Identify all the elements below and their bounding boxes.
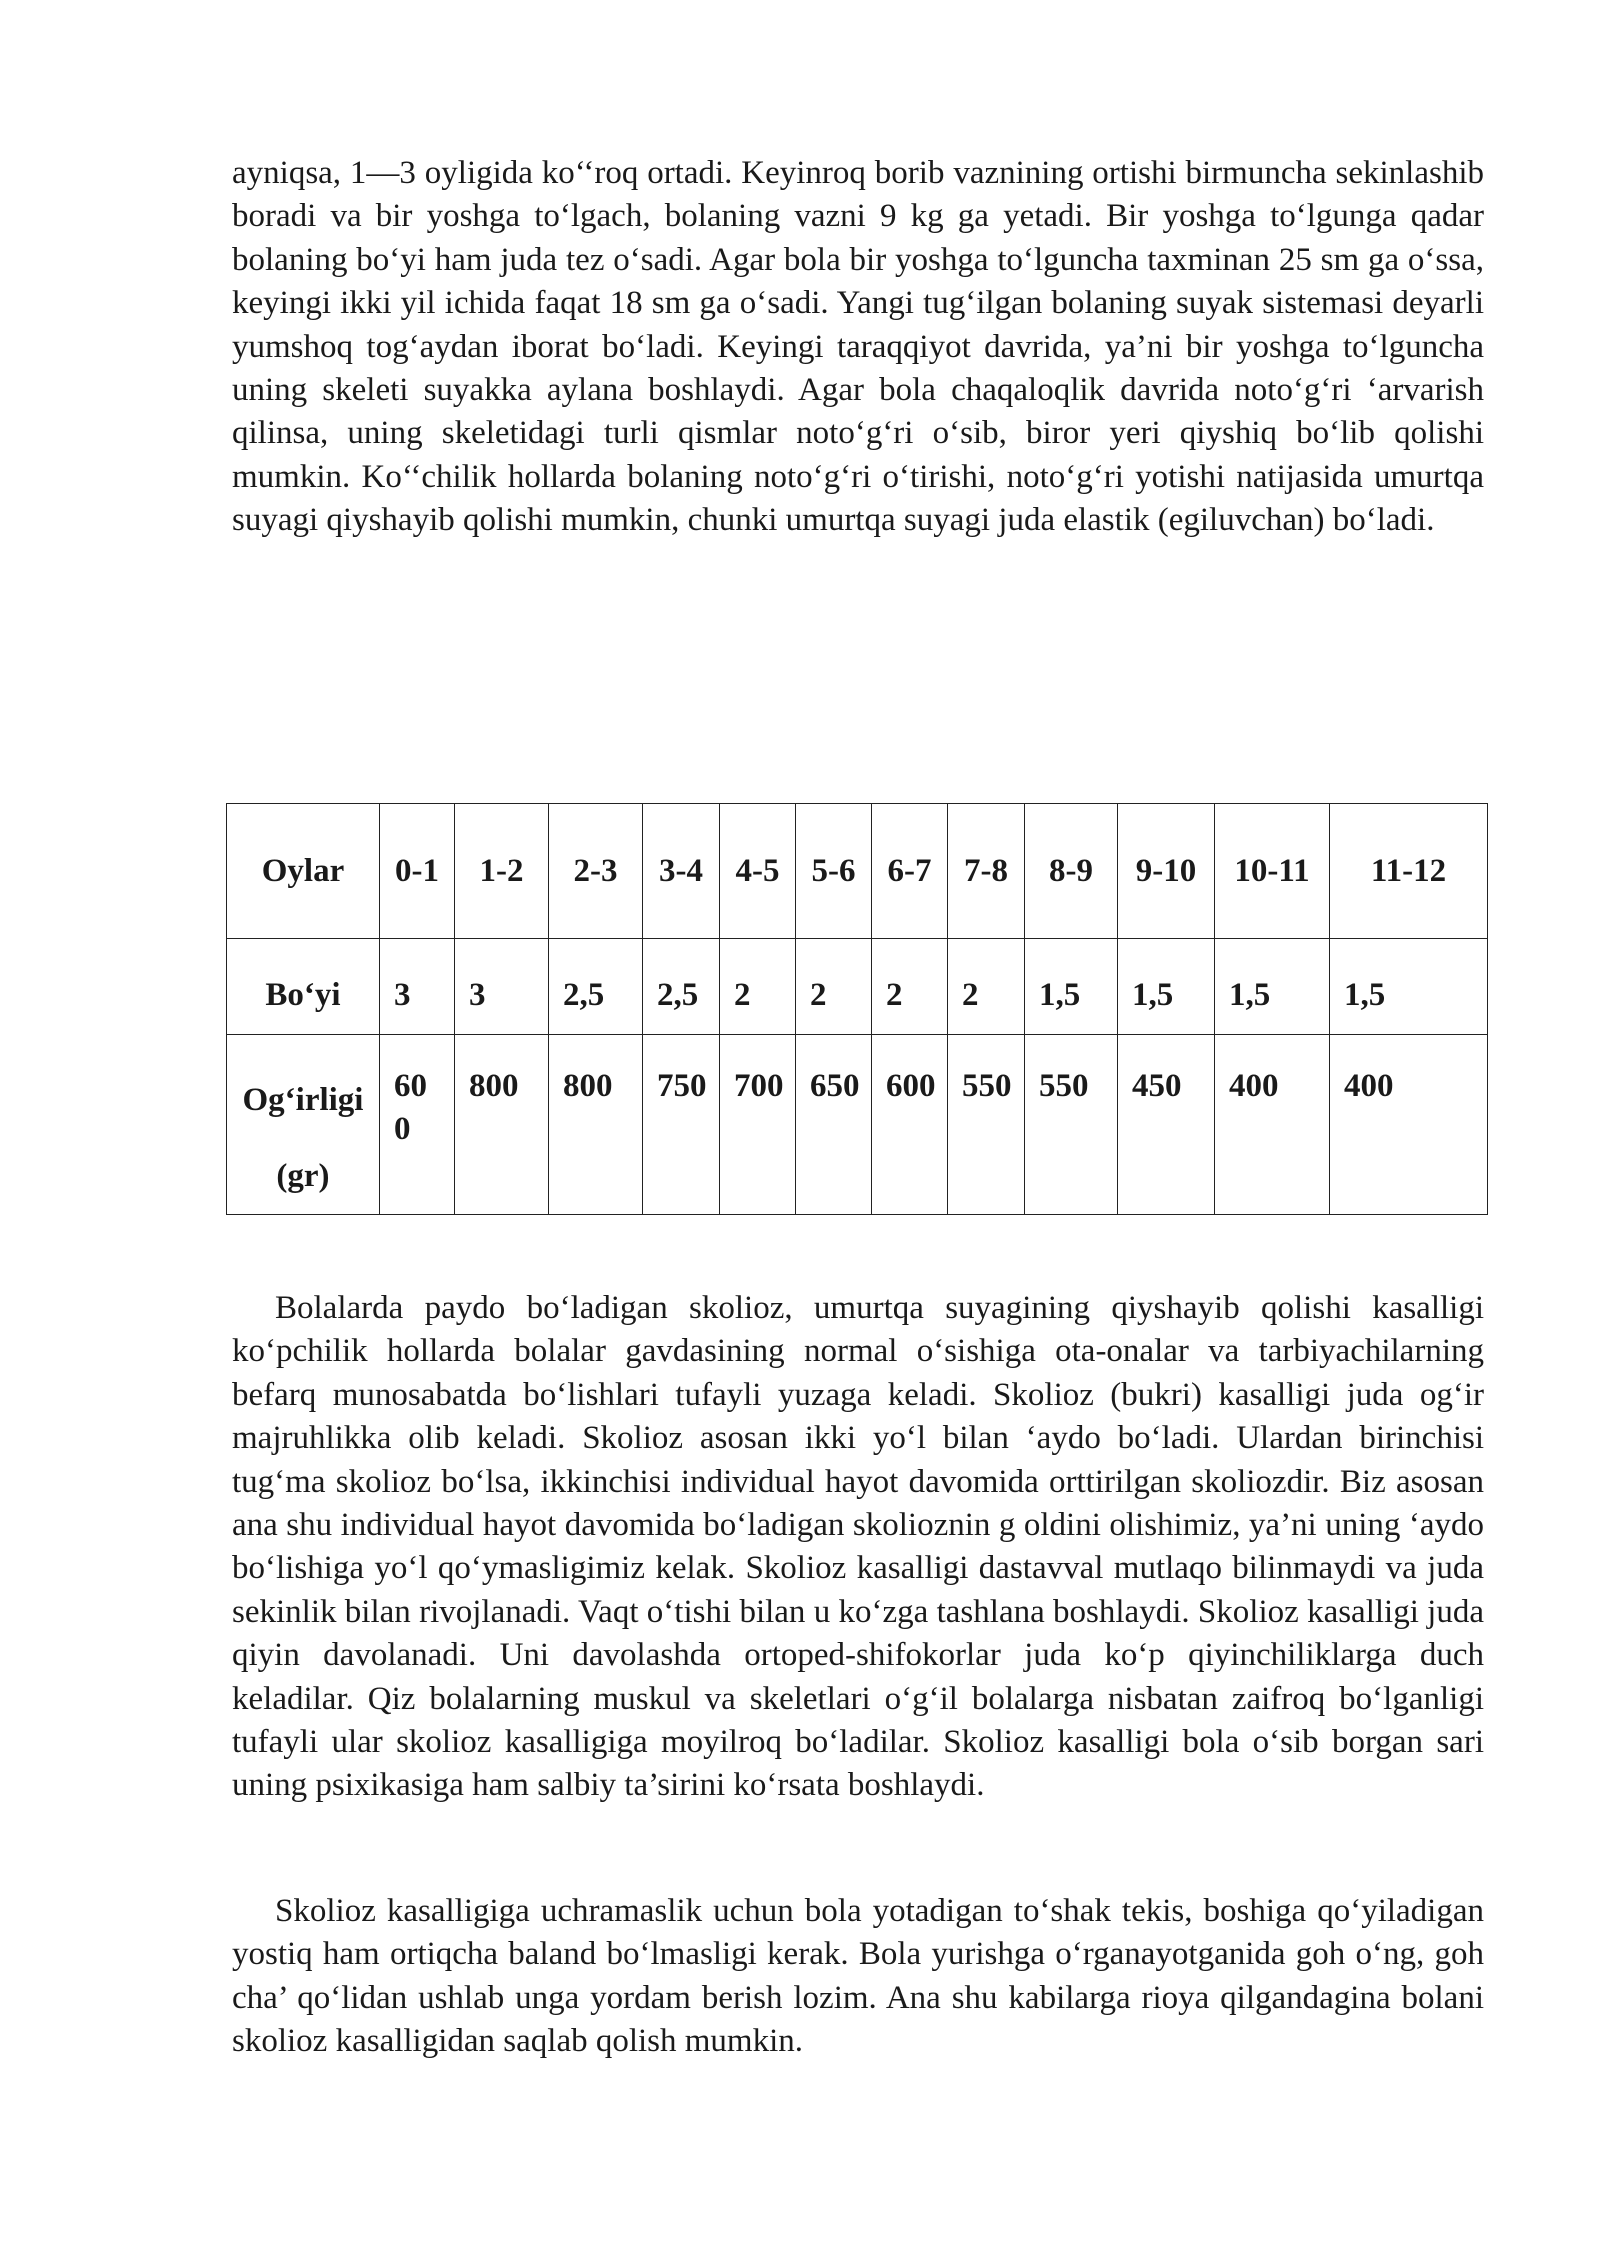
month-cell: 4-5 <box>720 804 796 939</box>
month-cell: 7-8 <box>948 804 1025 939</box>
weight-cell: 650 <box>796 1035 872 1215</box>
month-cell: 11-12 <box>1330 804 1488 939</box>
month-cell: 1-2 <box>455 804 549 939</box>
height-cell: 2 <box>720 939 796 1035</box>
height-cell: 1,5 <box>1025 939 1118 1035</box>
month-cell: 3-4 <box>643 804 720 939</box>
month-cell: 10-11 <box>1215 804 1330 939</box>
height-header: Bo‘yi <box>227 939 380 1035</box>
weight-cell: 800 <box>455 1035 549 1215</box>
month-cell: 2-3 <box>549 804 643 939</box>
weight-cell: 700 <box>720 1035 796 1215</box>
height-cell: 2,5 <box>643 939 720 1035</box>
height-cell: 2,5 <box>549 939 643 1035</box>
month-cell: 6-7 <box>872 804 948 939</box>
months-header: Oylar <box>227 804 380 939</box>
height-cell: 1,5 <box>1118 939 1215 1035</box>
weight-cell <box>380 1035 455 1215</box>
table-row-months <box>227 804 1488 939</box>
weight-cell: 450 <box>1118 1035 1215 1215</box>
height-cell: 1,5 <box>1330 939 1488 1035</box>
height-cell: 2 <box>796 939 872 1035</box>
weight-cell: 550 <box>1025 1035 1118 1215</box>
month-cell: 5-6 <box>796 804 872 939</box>
paragraph-intro: ayniqsa, 1—3 oyligida ko‘‘roq ortadi. Keyinroq borib vaznining ortishi birmuncha sekinlashib boradi va bir yoshga to‘lgach, bolaning vazni 9 kg ga yetadi. Bir yoshga to‘lgunga qadar bolaning bo‘yi ham juda tez o‘sadi. Agar bola bir yoshga to‘lguncha taxminan 25 sm ga o‘ssa, keyingi ikki yil ichida faqat 18 sm ga o‘sadi. Yangi tug‘ilgan bolaning suyak sistemasi deyarli yumshoq tog‘aydan iborat bo‘ladi. Keyingi taraqqiyot davrida, ya’ni bir yoshga to‘lguncha uning skeleti suyakka aylana boshlaydi. Agar bola chaqaloqlik davrida noto‘g‘ri ‘arvarish qilinsa, uning skeletidagi turli qismlar noto‘g‘ri o‘sib, biror yeri qiyshiq bo‘lib qolishi mumkin. Ko‘‘chilik hollarda bolaning noto‘g‘ri o‘tirishi, noto‘g‘ri yotishi natijasida umurtqa suyagi qiyshayib qolishi mumkin, chunki umurtqa suyagi juda elastik (egiluvchan) bo‘ladi. <box>232 155 1484 539</box>
month-cell: 9-10 <box>1118 804 1215 939</box>
table-row-height <box>227 939 1488 1035</box>
growth-table <box>226 803 1488 1215</box>
month-cell: 8-9 <box>1025 804 1118 939</box>
weight-cell: 600 <box>872 1035 948 1215</box>
paragraph-scoliosis: Bolalarda paydo bo‘ladigan skolioz, umurtqa suyagining qiyshayib qolishi kasalligi ko‘pchilik hollarda bolalar gavdasining normal o‘sishiga ota-onalar va tarbiyachilarning befarq munosabatda bo‘lishlari tufayli yuzaga keladi. Skolioz (bukri) kasalligi juda og‘ir majruhlikka olib keladi. Skolioz asosan ikki yo‘l bilan ‘aydo bo‘ladi. Ulardan birinchisi tug‘ma skolioz bo‘lsa, ikkinchisi individual hayot davomida orttirilgan skoliozdir. Biz asosan ana shu individual hayot davomida bo‘ladigan skolioznin g oldini olishimiz, ya’ni uning ‘aydo bo‘lishiga yo‘l qo‘ymasligimiz kelak. Skolioz kasalligi dastavval mutlaqo bilinmaydi va juda sekinlik bilan rivojlanadi. Vaqt o‘tishi bilan u ko‘zga tashlana boshlaydi. Skolioz kasalligi juda qiyin davolanadi. Uni davolashda ortoped-shifokorlar juda ko‘p qiyinchiliklarga duch keladilar. Qiz bolalarning muskul va skeletlari o‘g‘il bolalarga nisbatan zaifroq bo‘lganligi tufayli ular skolioz kasalligiga moyilroq bo‘ladilar. Skolioz kasalligi bola o‘sib borgan sari uning psixikasiga ham salbiy ta’sirini ko‘rsata boshlaydi. <box>232 1290 1484 1804</box>
height-cell: 2 <box>948 939 1025 1035</box>
weight-cell: 750 <box>643 1035 720 1215</box>
height-cell: 3 <box>380 939 455 1035</box>
weight-cell-line1: 60 <box>394 1068 427 1104</box>
paragraph-prevention: Skolioz kasalligiga uchramaslik uchun bola yotadigan to‘shak tekis, boshiga qo‘yiladigan yostiq ham ortiqcha baland bo‘lmasligi kerak. Bola yurishga o‘rganayotganida goh o‘ng, goh cha’ qo‘lidan ushlab unga yordam berish lozim. Ana shu kabilarga rioya qilgandagina bolani skolioz kasalligidan saqlab qolish mumkin. <box>232 1893 1484 2060</box>
weight-cell: 400 <box>1215 1035 1330 1215</box>
weight-cell: 550 <box>948 1035 1025 1215</box>
weight-cell-line2: 0 <box>394 1111 411 1147</box>
month-cell: 0-1 <box>380 804 455 939</box>
weight-header-label: Og‘irligi <box>242 1082 364 1118</box>
table-row-weight <box>227 1035 1488 1215</box>
weight-header <box>227 1035 380 1215</box>
height-cell: 2 <box>872 939 948 1035</box>
weight-header-unit: (gr) <box>276 1158 330 1194</box>
weight-cell: 400 <box>1330 1035 1488 1215</box>
height-cell: 1,5 <box>1215 939 1330 1035</box>
height-cell: 3 <box>455 939 549 1035</box>
weight-cell: 800 <box>549 1035 643 1215</box>
